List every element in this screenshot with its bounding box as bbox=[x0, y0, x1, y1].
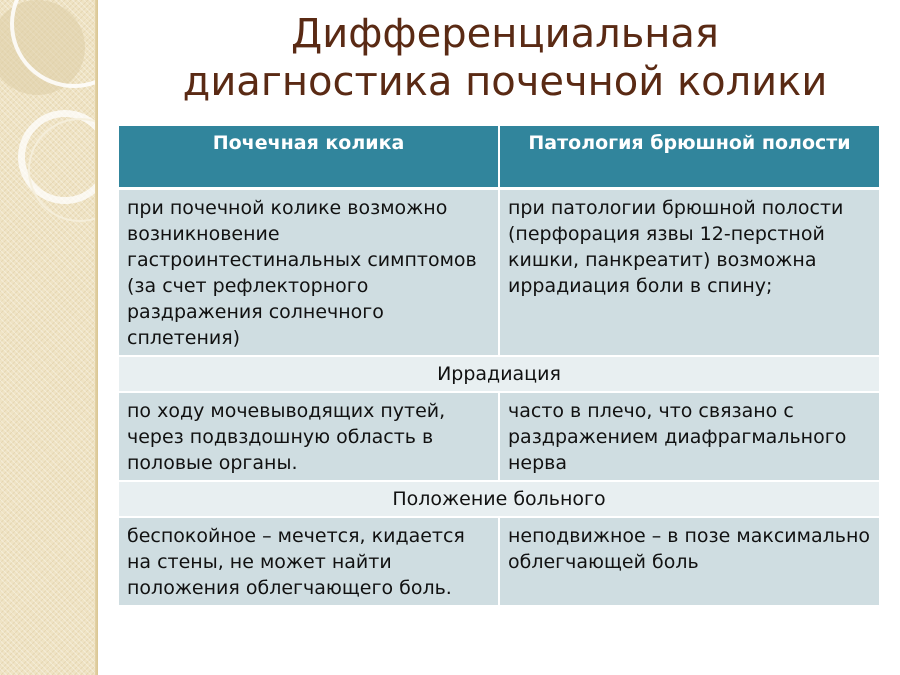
table-cell: при патологии брюшной полости (перфорация язвы 12-перстной кишки, панкреатит) возможна иррадиация боли в спину; bbox=[499, 189, 879, 357]
section-row-patient-position bbox=[119, 481, 879, 517]
table-cell: неподвижное – в позе максимально облегчающей боль bbox=[499, 517, 879, 606]
slide-title-line-1: Дифференциальная bbox=[290, 11, 719, 57]
table-row bbox=[119, 392, 879, 481]
slide-title-line-2: диагностика почечной колики bbox=[182, 59, 828, 105]
slide-title bbox=[115, 10, 895, 106]
section-label: Иррадиация bbox=[119, 356, 879, 392]
table-row bbox=[119, 189, 879, 357]
table-cell: часто в плечо, что связано с раздражением диафрагмального нерва bbox=[499, 392, 879, 481]
section-label: Положение больного bbox=[119, 481, 879, 517]
table-cell: по ходу мочевыводящих путей, через подвздошную область в половые органы. bbox=[119, 392, 499, 481]
comparison-table bbox=[119, 126, 879, 607]
table-row bbox=[119, 517, 879, 606]
header-renal-colic: Почечная колика bbox=[119, 126, 499, 189]
table-cell: при почечной колике возможно возникновение гастроинтестинальных симптомов (за счет рефлекторного раздражения солнечного сплетения) bbox=[119, 189, 499, 357]
section-row-irradiation bbox=[119, 356, 879, 392]
table-header-row bbox=[119, 126, 879, 189]
table-cell: беспокойное – мечется, кидается на стены, не может найти положения облегчающего боль. bbox=[119, 517, 499, 606]
header-abdominal-pathology: Патология брюшной полости bbox=[499, 126, 879, 189]
decorative-side-strip bbox=[0, 0, 98, 675]
